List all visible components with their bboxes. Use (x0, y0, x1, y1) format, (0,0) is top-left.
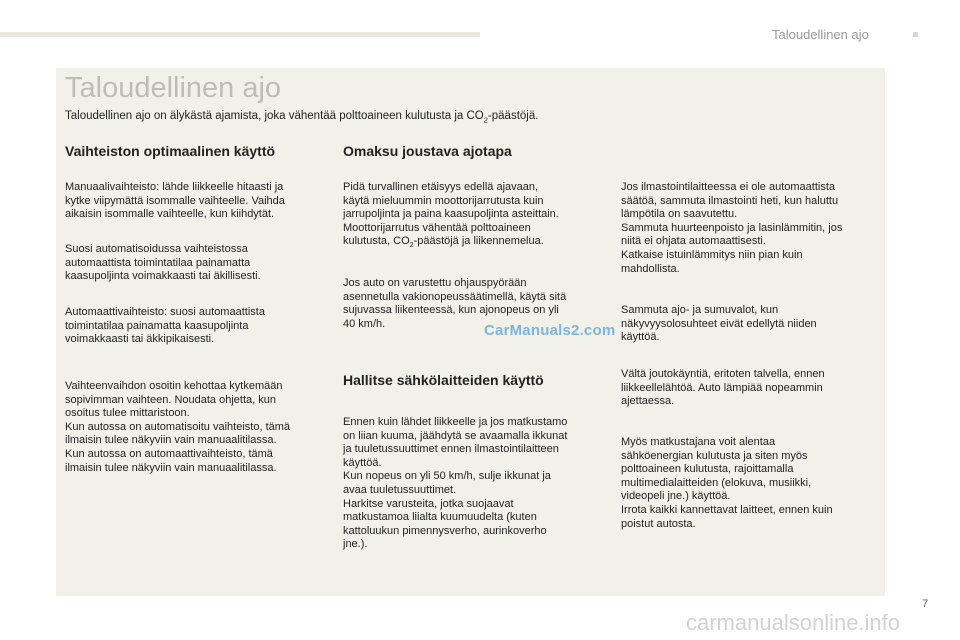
page-title: Taloudellinen ajo (65, 72, 282, 104)
driving-style-text-end: -päästöjä ja liikennemelua. (413, 235, 544, 248)
intro-text (65, 110, 538, 124)
driving-style-paragraph-distance (343, 181, 607, 253)
electrical-heading: Hallitse sähkölaitteiden käyttö (343, 372, 544, 388)
intro-subscript: 2 (483, 115, 488, 125)
gearbox-heading: Vaihteiston optimaalinen käyttö (65, 143, 276, 159)
passenger-paragraph: Myös matkustajana voit alentaa sähköenergian kulutusta ja siten myös polttoaineen kulutusta, rajoittamalla multimedialaitteiden (elokuva, musiikki, videopeli jne.) käyttöä. Irrota kaikki kannettavat laitteet, ennen kuin poistut autosta. (621, 436, 833, 530)
header-bar (0, 32, 480, 37)
co2-subscript: 2 (409, 242, 414, 250)
intro-text-main: Taloudellinen ajo on älykästä ajamista, joka vähentää polttoaineen kulutusta ja CO (65, 110, 484, 122)
watermark-text: CarManuals2.com (484, 322, 616, 339)
header-square-marker (913, 32, 918, 37)
driving-style-heading: Omaksu joustava ajotapa (343, 143, 512, 159)
gearbox-paragraph-manual: Manuaalivaihteisto: lähde liikkeelle hitaasti ja kytke viipymättä isommalle vaihteelle. Vaihda aikaisin isommalle vaihteelle, kun kiihdytät. (65, 181, 285, 221)
driving-style-text: Pidä turvallinen etäisyys edellä ajavaan, käytä mieluummin moottorijarrutusta kuin jarrupoljinta ja paina kaasupoljinta asteittain. Moottorijarrutus vähentää polttoaineen kulutusta, CO (343, 181, 559, 248)
gearbox-paragraph-automatic: Automaattivaihteisto: suosi automaattista toimintatilaa painamatta kaasupoljinta voimakkaasti tai äkkipikaisesti. (65, 306, 265, 346)
intro-text-end: -päästöjä. (487, 110, 539, 122)
header-section-title: Taloudellinen ajo (772, 27, 869, 42)
aircon-paragraph: Jos ilmastointilaitteessa ei ole automaattista säätöä, sammuta ilmastointi heti, kun haluttu lämpötila on saavutettu. Sammuta huurteenpoisto ja lasinlämmitin, jos niitä ei ohjata automaattisesti. Katkaise istuinlämmitys niin pian kuin mahdollista. (621, 181, 843, 275)
idling-paragraph: Vältä joutokäyntiä, eritoten talvella, ennen liikkeellelähtöä. Auto lämpiää nopeammin ajettaessa. (621, 368, 825, 408)
footer-site-mark: carmanualsonline.info (686, 610, 901, 635)
driving-style-paragraph-cruise: Jos auto on varustettu ohjauspyörään asennetulla vakionopeussäätimellä, käytä sitä sujuvassa liikenteessä, kun ajonopeus on yli 40 km/h. (343, 277, 567, 330)
gearbox-paragraph-indicator: Vaihteenvaihdon osoitin kehottaa kytkemään sopivimman vaihteen. Noudata ohjetta, kun osoitus tulee mittaristoon. Kun autossa on automatisoitu vaihteisto, tämä ilmaisin tulee näkyviin vain manuaalitilassa. Kun autossa on automaattivaihteisto, tämä ilmaisin tulee näkyviin vain manuaalitilassa. (65, 380, 291, 474)
page-number: 7 (922, 598, 929, 610)
lights-paragraph: Sammuta ajo- ja sumuvalot, kun näkyvyysolosuhteet eivät edellytä niiden käyttöä. (621, 304, 817, 344)
electrical-paragraph-cooling: Ennen kuin lähdet liikkeelle ja jos matkustamo on liian kuuma, jäähdytä se avaamalla ikkunat ja tuuletussuuttimet ennen ilmastointilaitteen käyttöä. Kun nopeus on yli 50 km/h, sulje ikkunat ja avaa tuuletussuuttimet. Harkitse varusteita, jotka suojaavat matkustamoa liialta kuumuudelta (kuten kattoluukun pimennysverho, aurinkoverho jne.). (343, 416, 568, 551)
gearbox-paragraph-automated: Suosi automatisoidussa vaihteistossa automaattista toimintatilaa painamatta kaasupoljinta voimakkaasti tai äkillisesti. (65, 243, 261, 283)
